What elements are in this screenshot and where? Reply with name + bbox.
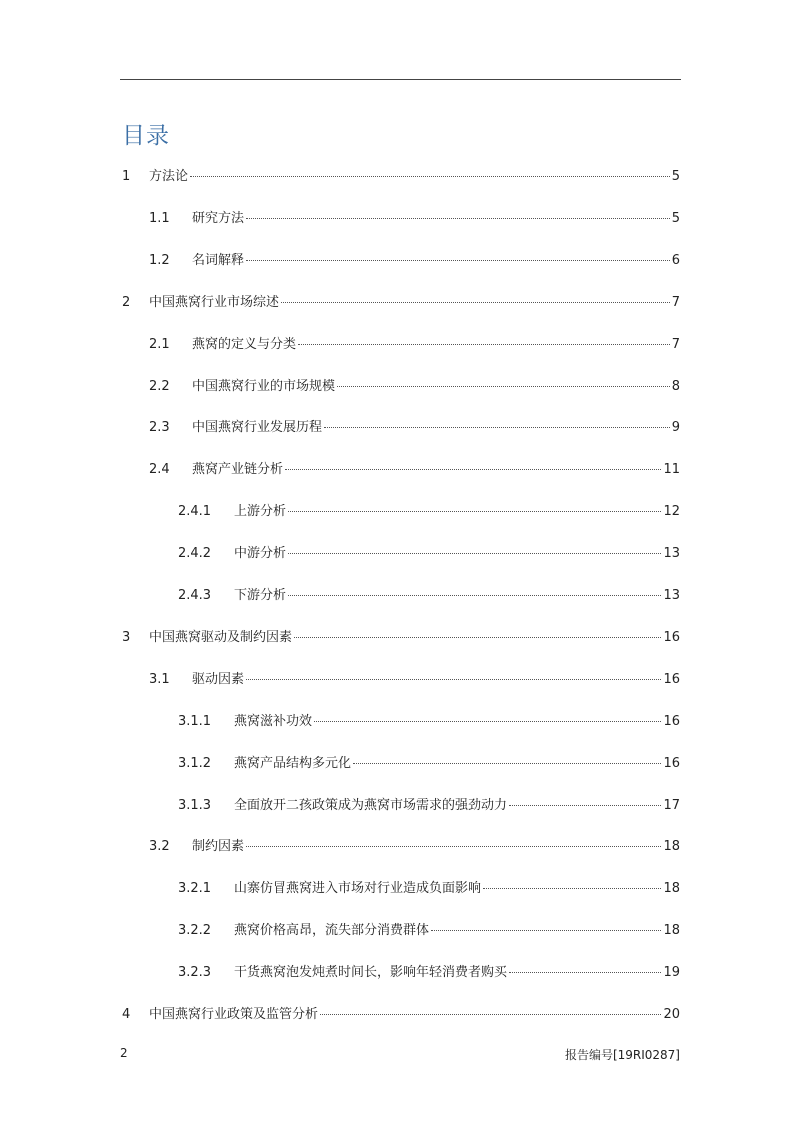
toc-entry[interactable] [0,796,800,816]
toc-dot-leader [298,343,670,345]
toc-entry-page: 9 [671,420,680,435]
toc-dot-leader [314,720,661,722]
toc-entry-page: 20 [663,1007,680,1022]
toc-entry-line [234,921,680,941]
footer-page-number: 2 [120,1046,128,1060]
toc-entry[interactable] [0,879,800,899]
toc-entry[interactable] [0,963,800,983]
toc-entry-title: 研究方法 [192,211,245,226]
toc-entry-number: 2.2 [149,379,170,394]
toc-entry-line [192,335,680,355]
toc-entry-line [192,670,680,690]
toc-entry-number: 3.2.1 [178,881,212,896]
toc-entry-number: 3.2.3 [178,965,212,980]
toc-entry-line [149,1005,680,1025]
toc-dot-leader [294,636,661,638]
toc-entry-line [192,377,680,397]
toc-entry-number: 2.3 [149,420,170,435]
toc-entry-line [149,293,680,313]
toc-dot-leader [509,971,661,973]
toc-entry-line [192,418,680,438]
toc-entry-title: 中国燕窝行业政策及监管分析 [149,1007,319,1022]
toc-entry[interactable] [0,209,800,229]
toc-entry-title: 名词解释 [192,253,245,268]
toc-entry-number: 2.4.1 [178,504,212,519]
toc-entry[interactable] [0,544,800,564]
toc-entry-line [149,628,680,648]
toc-entry-number: 1.2 [149,253,170,268]
toc-entry-line [192,209,680,229]
toc-entry-number: 2.4 [149,462,170,477]
toc-entry[interactable] [0,628,800,648]
toc-dot-leader [288,594,661,596]
toc-entry[interactable] [0,418,800,438]
toc-dot-leader [190,175,670,177]
toc-entry[interactable] [0,586,800,606]
toc-entry-title: 山寨仿冒燕窝进入市场对行业造成负面影响 [234,881,482,896]
toc-entry-page: 6 [671,253,680,268]
footer-report-number: 报告编号[19RI0287] [564,1048,680,1062]
toc-entry-number: 2 [122,295,131,310]
toc-entry-page: 7 [671,337,680,352]
toc-entry-number: 3.1.2 [178,756,212,771]
toc-entry-number: 3.1 [149,672,170,687]
toc-entry[interactable] [0,670,800,690]
toc-entry-page: 18 [663,839,680,854]
toc-entry-title: 制约因素 [192,839,245,854]
toc-dot-leader [353,762,661,764]
toc-entry-page: 18 [663,881,680,896]
toc-entry-page: 11 [663,462,680,477]
toc-entry-line [192,251,680,271]
toc-entry-title: 燕窝价格高昂，流失部分消费群体 [234,923,430,938]
toc-dot-leader [324,426,670,428]
toc-entry-number: 2.4.3 [178,588,212,603]
toc-dot-leader [431,929,661,931]
toc-entry[interactable] [0,712,800,732]
toc-entry[interactable] [0,921,800,941]
toc-entry-line [149,167,680,187]
toc-entry-line [234,963,680,983]
toc-entry-number: 3.2.2 [178,923,212,938]
toc-entry-page: 8 [671,379,680,394]
toc-entry-title: 中国燕窝行业发展历程 [192,420,323,435]
toc-dot-leader [246,259,670,261]
toc-entry[interactable] [0,251,800,271]
toc-dot-leader [246,217,670,219]
toc-entry-page: 16 [663,630,680,645]
toc-entry-line [234,754,680,774]
toc-entry-number: 3.1.1 [178,714,212,729]
toc-entry-page: 5 [671,211,680,226]
toc-entry-page: 13 [663,588,680,603]
toc-entry-page: 7 [671,295,680,310]
toc-entry-page: 13 [663,546,680,561]
toc-entry-page: 18 [663,923,680,938]
toc-entry-page: 5 [671,169,680,184]
toc-entry-page: 16 [663,672,680,687]
toc-entry-title: 燕窝滋补功效 [234,714,313,729]
toc-dot-leader [246,678,661,680]
toc-entry-page: 19 [663,965,680,980]
toc-entry[interactable] [0,754,800,774]
toc-entry-line [192,837,680,857]
toc-dot-leader [320,1013,661,1015]
toc-entry-line [234,544,680,564]
toc-entry-number: 3 [122,630,131,645]
toc-entry[interactable] [0,460,800,480]
toc-entry-number: 3.2 [149,839,170,854]
toc-entry-number: 1.1 [149,211,170,226]
toc-entry-number: 1 [122,169,131,184]
toc-entry-number: 4 [122,1007,131,1022]
toc-dot-leader [288,552,661,554]
toc-title: 目录 [122,123,170,149]
toc-entry[interactable] [0,335,800,355]
toc-entry-page: 16 [663,714,680,729]
toc-entry[interactable] [0,167,800,187]
toc-entry-line [234,879,680,899]
toc-entry-title: 下游分析 [234,588,287,603]
toc-entry-number: 3.1.3 [178,798,212,813]
toc-entry-title: 方法论 [149,169,189,184]
toc-entry-title: 中国燕窝行业的市场规模 [192,379,336,394]
toc-entry-title: 上游分析 [234,504,287,519]
toc-entry-page: 16 [663,756,680,771]
toc-entry-line [234,796,680,816]
toc-dot-leader [246,845,661,847]
toc-entry-title: 燕窝的定义与分类 [192,337,297,352]
toc-entry-line [234,502,680,522]
toc-entry-title: 干货燕窝泡发炖煮时间长，影响年轻消费者购买 [234,965,508,980]
toc-dot-leader [483,887,661,889]
toc-entry-line [234,712,680,732]
toc-entry-title: 中国燕窝驱动及制约因素 [149,630,293,645]
toc-entry-line [192,460,680,480]
toc-dot-leader [285,468,661,470]
toc-entry-title: 燕窝产品结构多元化 [234,756,352,771]
toc-entry-line [234,586,680,606]
toc-entry-number: 2.1 [149,337,170,352]
toc-entry-title: 全面放开二孩政策成为燕窝市场需求的强劲动力 [234,798,508,813]
toc-entry[interactable] [0,1005,800,1025]
toc-entry-title: 中游分析 [234,546,287,561]
toc-entry-title: 中国燕窝行业市场综述 [149,295,280,310]
toc-dot-leader [509,804,661,806]
toc-entry-number: 2.4.2 [178,546,212,561]
toc-entry-title: 燕窝产业链分析 [192,462,284,477]
toc-dot-leader [288,510,661,512]
toc-dot-leader [337,385,670,387]
toc-entry[interactable] [0,502,800,522]
toc-entry-page: 12 [663,504,680,519]
toc-entry[interactable] [0,293,800,313]
toc-entry[interactable] [0,377,800,397]
toc-entry[interactable] [0,837,800,857]
toc-entry-title: 驱动因素 [192,672,245,687]
toc-dot-leader [281,301,670,303]
toc-entry-page: 17 [663,798,680,813]
